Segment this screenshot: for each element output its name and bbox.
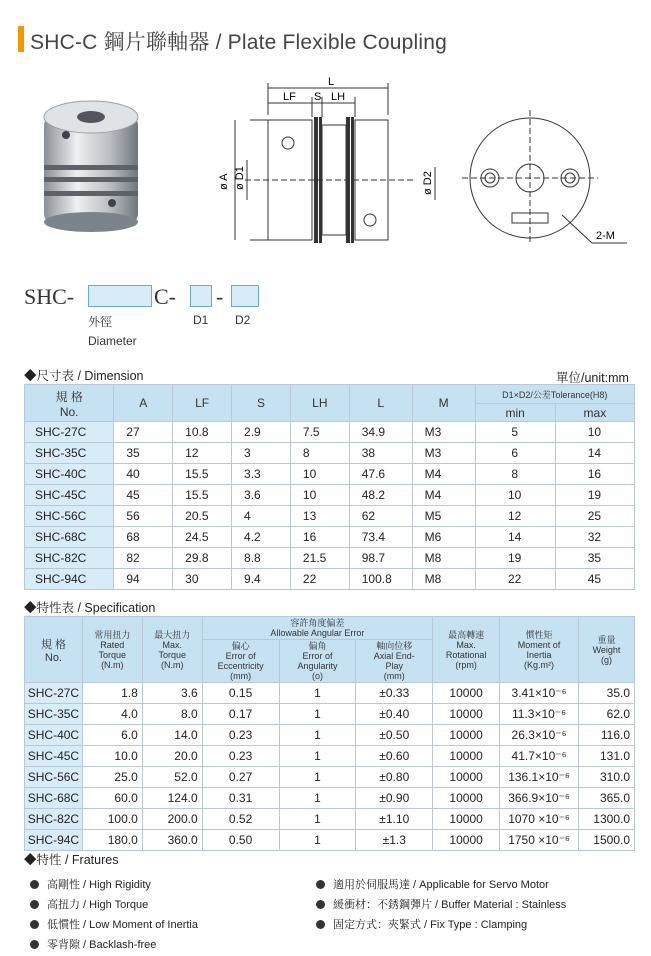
dimension-row [25, 569, 635, 590]
front-view-drawing [462, 95, 642, 255]
value-cell: 360.0 [142, 830, 202, 851]
value-cell: 22 [290, 569, 349, 590]
feature-item [30, 936, 198, 952]
value-cell: 12 [173, 443, 232, 464]
dim-label-LH: LH [331, 91, 346, 103]
value-cell: 365.0 [579, 788, 635, 809]
dim-label-S: S [314, 91, 322, 103]
d1-label: D1 [193, 313, 209, 327]
value-cell: 0.23 [202, 725, 279, 746]
value-cell: 1 [279, 725, 356, 746]
dimension-row [25, 548, 635, 569]
page-title: SHC-C 鋼片聯軸器 / Plate Flexible Coupling [30, 31, 448, 54]
value-cell: 62 [349, 506, 412, 527]
model-cell: SHC-27C [25, 683, 83, 704]
model-cell: SHC-94C [25, 569, 114, 590]
col-LH: LH [290, 385, 349, 422]
dimension-title: ◆尺寸表 / Dimension [24, 369, 144, 383]
value-cell: 9.4 [232, 569, 291, 590]
value-cell: 6.0 [82, 725, 142, 746]
value-cell: 3 [232, 443, 291, 464]
value-cell: 8 [290, 443, 349, 464]
model-cell: SHC-56C [25, 767, 83, 788]
model-cell: SHC-82C [25, 809, 83, 830]
features-title: ◆特性 / Fratures [24, 853, 119, 867]
value-cell: 5 [475, 422, 555, 443]
model-cell: SHC-82C [25, 548, 114, 569]
specification-table [24, 616, 635, 851]
model-cell: SHC-35C [25, 443, 114, 464]
bullet-icon [30, 880, 39, 889]
value-cell: 62.0 [579, 704, 635, 725]
d1-box [190, 285, 212, 307]
value-cell: 19 [475, 548, 555, 569]
value-cell: 25.0 [82, 767, 142, 788]
value-cell: 4 [232, 506, 291, 527]
outer-label-en: Diameter [88, 334, 137, 348]
dim-label-LF: LF [283, 91, 296, 103]
value-cell: 6 [475, 443, 555, 464]
feature-text: 低慣性 / Low Moment of Inertia [47, 919, 198, 931]
value-cell: 0.52 [202, 809, 279, 830]
feature-item [30, 876, 198, 892]
dim-label-D2: ø D2 [422, 171, 434, 195]
value-cell: 30 [173, 569, 232, 590]
specification-row [25, 704, 635, 725]
feature-item [316, 896, 566, 912]
value-cell: 25 [555, 506, 634, 527]
specification-row [25, 830, 635, 851]
spec-col-axial: 軸向位移 Axial End- Play (mm) [356, 640, 433, 683]
value-cell: 0.23 [202, 746, 279, 767]
value-cell: M4 [412, 485, 475, 506]
value-cell: 10.0 [82, 746, 142, 767]
value-cell: 24.5 [173, 527, 232, 548]
value-cell: 310.0 [579, 767, 635, 788]
value-cell: 10000 [433, 725, 500, 746]
value-cell: M8 [412, 569, 475, 590]
features-left-list [30, 876, 198, 956]
value-cell: 38 [349, 443, 412, 464]
col-S: S [232, 385, 291, 422]
specification-row [25, 809, 635, 830]
dimension-row [25, 485, 635, 506]
d2-box [231, 285, 259, 307]
feature-text: 適用於伺服馬達 / Applicable for Servo Motor [333, 879, 549, 891]
spec-col-max: 最大扭力 Max. Torque (N.m) [142, 617, 202, 683]
value-cell: 98.7 [349, 548, 412, 569]
value-cell: ±0.33 [356, 683, 433, 704]
spec-col-rated: 常用扭力 Rated Torque (N.m) [82, 617, 142, 683]
spec-col-inertia: 慣性矩 Moment of Inertia (Kg.m²) [500, 617, 579, 683]
value-cell: M3 [412, 422, 475, 443]
value-cell: 52.0 [142, 767, 202, 788]
value-cell: 26.3×10⁻⁶ [500, 725, 579, 746]
feature-text: 固定方式：夾緊式 / Fix Type : Clamping [333, 919, 528, 931]
model-cell: SHC-94C [25, 830, 83, 851]
model-code-prefix: SHC- [24, 284, 75, 309]
value-cell: 1750 ×10⁻⁶ [500, 830, 579, 851]
model-cell: SHC-45C [25, 485, 114, 506]
feature-text: 高扭力 / High Torque [47, 899, 149, 911]
col-max: max [555, 404, 634, 422]
dimension-row [25, 422, 635, 443]
value-cell: 21.5 [290, 548, 349, 569]
value-cell: 20.5 [173, 506, 232, 527]
value-cell: 47.6 [349, 464, 412, 485]
value-cell: 10 [555, 422, 634, 443]
value-cell: 60.0 [82, 788, 142, 809]
model-cell: SHC-45C [25, 746, 83, 767]
value-cell: 10000 [433, 809, 500, 830]
bullet-icon [316, 900, 325, 909]
value-cell: 16 [290, 527, 349, 548]
value-cell: 14.0 [142, 725, 202, 746]
model-cell: SHC-68C [25, 788, 83, 809]
spec-col-ang: 偏角 Error of Angularity (o) [279, 640, 356, 683]
spec-col-weight: 重量 Weight (g) [579, 617, 635, 683]
value-cell: 45 [555, 569, 634, 590]
value-cell: 131.0 [579, 746, 635, 767]
value-cell: 35.0 [579, 683, 635, 704]
value-cell: 0.31 [202, 788, 279, 809]
value-cell: 16 [555, 464, 634, 485]
feature-item [316, 876, 566, 892]
value-cell: 35 [114, 443, 173, 464]
value-cell: ±0.40 [356, 704, 433, 725]
dimension-row [25, 464, 635, 485]
spec-col-angular: 容許角度偏差 Allowable Angular Error [202, 617, 433, 640]
specification-row [25, 683, 635, 704]
value-cell: 12 [475, 506, 555, 527]
feature-item [30, 896, 198, 912]
value-cell: 10000 [433, 767, 500, 788]
value-cell: 10000 [433, 788, 500, 809]
dim-label-A: ø A [218, 173, 230, 190]
value-cell: 10 [290, 485, 349, 506]
model-cell: SHC-68C [25, 527, 114, 548]
feature-item [30, 916, 198, 932]
col-LF: LF [173, 385, 232, 422]
value-cell: 40 [114, 464, 173, 485]
value-cell: 15.5 [173, 464, 232, 485]
value-cell: 45 [114, 485, 173, 506]
value-cell: M6 [412, 527, 475, 548]
value-cell: 8 [475, 464, 555, 485]
value-cell: 7.5 [290, 422, 349, 443]
value-cell: ±0.60 [356, 746, 433, 767]
value-cell: 3.6 [142, 683, 202, 704]
dimension-unit: 單位/unit:mm [556, 371, 629, 385]
value-cell: 1300.0 [579, 809, 635, 830]
value-cell: 10000 [433, 683, 500, 704]
value-cell: 1 [279, 788, 356, 809]
value-cell: 1500.0 [579, 830, 635, 851]
value-cell: 116.0 [579, 725, 635, 746]
value-cell: 124.0 [142, 788, 202, 809]
value-cell: 366.9×10⁻⁶ [500, 788, 579, 809]
col-model: 規 格 No. [25, 385, 114, 422]
col-A: A [114, 385, 173, 422]
col-tolerance: D1×D2/公差Tolerance(H8) [475, 385, 634, 404]
bullet-icon [30, 900, 39, 909]
model-cell: SHC-40C [25, 464, 114, 485]
bullet-icon [316, 880, 325, 889]
spec-col-speed: 最高轉速 Max. Rotational (rpm) [433, 617, 500, 683]
dim-label-M: 2-M [596, 230, 615, 242]
value-cell: 1 [279, 746, 356, 767]
value-cell: 180.0 [82, 830, 142, 851]
value-cell: 3.6 [232, 485, 291, 506]
value-cell: 136.1×10⁻⁶ [500, 767, 579, 788]
value-cell: M4 [412, 464, 475, 485]
value-cell: 22 [475, 569, 555, 590]
feature-item [316, 916, 566, 932]
value-cell: 2.9 [232, 422, 291, 443]
value-cell: 1 [279, 830, 356, 851]
value-cell: 3.3 [232, 464, 291, 485]
value-cell: 0.50 [202, 830, 279, 851]
value-cell: 1 [279, 809, 356, 830]
value-cell: 200.0 [142, 809, 202, 830]
value-cell: ±1.3 [356, 830, 433, 851]
value-cell: 4.2 [232, 527, 291, 548]
model-code-dash: - [216, 284, 224, 309]
specification-row [25, 746, 635, 767]
value-cell: 82 [114, 548, 173, 569]
feature-text: 緩衝材：不銹鋼彈片 / Buffer Material : Stainless [333, 899, 567, 911]
value-cell: 8.0 [142, 704, 202, 725]
feature-text: 零背隙 / Backlash-free [47, 939, 157, 951]
value-cell: 29.8 [173, 548, 232, 569]
value-cell: 35 [555, 548, 634, 569]
model-cell: SHC-35C [25, 704, 83, 725]
value-cell: 1.8 [82, 683, 142, 704]
dim-label-L: L [328, 76, 335, 88]
value-cell: 14 [475, 527, 555, 548]
value-cell: M8 [412, 548, 475, 569]
value-cell: ±0.90 [356, 788, 433, 809]
value-cell: 10.8 [173, 422, 232, 443]
value-cell: ±1.10 [356, 809, 433, 830]
dimension-table [24, 384, 635, 590]
feature-text: 高剛性 / High Rigidity [47, 879, 151, 891]
col-L: L [349, 385, 412, 422]
value-cell: 10 [475, 485, 555, 506]
value-cell: ±0.80 [356, 767, 433, 788]
value-cell: 100.0 [82, 809, 142, 830]
value-cell: M5 [412, 506, 475, 527]
d2-label: D2 [235, 313, 251, 327]
title-accent-bar [18, 26, 24, 52]
value-cell: 10000 [433, 704, 500, 725]
value-cell: 32 [555, 527, 634, 548]
specification-row [25, 725, 635, 746]
bullet-icon [30, 940, 39, 949]
dimension-row [25, 506, 635, 527]
value-cell: 8.8 [232, 548, 291, 569]
value-cell: 48.2 [349, 485, 412, 506]
specification-row [25, 788, 635, 809]
value-cell: 11.3×10⁻⁶ [500, 704, 579, 725]
value-cell: 10 [290, 464, 349, 485]
value-cell: 4.0 [82, 704, 142, 725]
value-cell: 68 [114, 527, 173, 548]
value-cell: 20.0 [142, 746, 202, 767]
model-cell: SHC-56C [25, 506, 114, 527]
model-cell: SHC-40C [25, 725, 83, 746]
value-cell: 27 [114, 422, 173, 443]
value-cell: ±0.50 [356, 725, 433, 746]
dim-label-D1: ø D1 [234, 166, 246, 190]
value-cell: 100.8 [349, 569, 412, 590]
value-cell: 1 [279, 683, 356, 704]
bullet-icon [316, 920, 325, 929]
value-cell: 14 [555, 443, 634, 464]
value-cell: 34.9 [349, 422, 412, 443]
outer-label: 外徑 [88, 315, 113, 329]
bullet-icon [30, 920, 39, 929]
side-view-drawing [205, 75, 455, 245]
value-cell: 10000 [433, 746, 500, 767]
value-cell: 56 [114, 506, 173, 527]
product-photo [36, 95, 146, 237]
model-code-mid: C- [154, 284, 176, 309]
specification-title: ◆特性表 / Specification [24, 601, 156, 615]
spec-col-model: 規 格 No. [25, 617, 83, 683]
value-cell: 3.41×10⁻⁶ [500, 683, 579, 704]
value-cell: 19 [555, 485, 634, 506]
value-cell: 1 [279, 767, 356, 788]
value-cell: 73.4 [349, 527, 412, 548]
value-cell: 0.27 [202, 767, 279, 788]
model-cell: SHC-27C [25, 422, 114, 443]
features-right-list [316, 876, 566, 936]
dimension-row [25, 443, 635, 464]
value-cell: 13 [290, 506, 349, 527]
value-cell: 0.17 [202, 704, 279, 725]
outer-diameter-box [88, 285, 152, 307]
value-cell: 0.15 [202, 683, 279, 704]
value-cell: 10000 [433, 830, 500, 851]
col-min: min [475, 404, 555, 422]
value-cell: 1 [279, 704, 356, 725]
dimension-row [25, 527, 635, 548]
value-cell: 15.5 [173, 485, 232, 506]
col-M: M [412, 385, 475, 422]
value-cell: 94 [114, 569, 173, 590]
value-cell: M3 [412, 443, 475, 464]
value-cell: 1070 ×10⁻⁶ [500, 809, 579, 830]
specification-row [25, 767, 635, 788]
value-cell: 41.7×10⁻⁶ [500, 746, 579, 767]
spec-col-ecc: 偏心 Error of Eccentricity (mm) [202, 640, 279, 683]
